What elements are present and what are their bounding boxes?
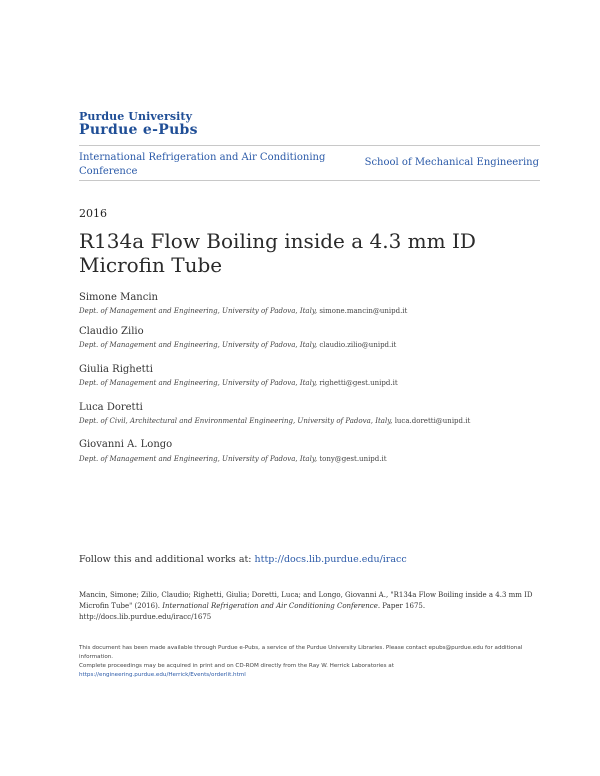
author-email[interactable]: righetti@gest.unipd.it: [319, 379, 398, 387]
author-name: Giovanni A. Longo: [79, 439, 173, 450]
author-name: Luca Doretti: [79, 402, 143, 413]
author-email[interactable]: luca.doretti@unipd.it: [394, 417, 471, 425]
repository-notice: [79, 644, 534, 680]
affiliation-text: Dept. of Management and Engineering, University of Padova, Italy,: [79, 341, 318, 349]
author-name: Simone Mancin: [79, 292, 158, 303]
citation-url[interactable]: http://docs.lib.purdue.edu/iracc/1675: [79, 613, 212, 621]
citation-venue: International Refrigeration and Air Conditioning Conference.: [162, 602, 381, 610]
affiliation-text: Dept. of Management and Engineering, University of Padova, Italy,: [79, 379, 318, 387]
header-divider-top: [79, 145, 540, 146]
author-affiliation: [79, 379, 398, 387]
university-name[interactable]: Purdue University: [79, 110, 193, 123]
citation-paper-number: Paper 1675.: [380, 602, 426, 610]
school-link[interactable]: School of Mechanical Engineering: [364, 157, 539, 168]
conference-link[interactable]: International Refrigeration and Air Conditioning Conference: [79, 152, 326, 177]
notice-proceedings-text: Complete proceedings may be acquired in print and on CD-ROM directly from the Ray W. Herrick Laboratories at: [79, 663, 394, 669]
author-name: Giulia Righetti: [79, 364, 153, 375]
follow-link[interactable]: http://docs.lib.purdue.edu/iracc: [254, 554, 407, 565]
header-divider-bottom: [79, 180, 540, 181]
notice-proceedings: [79, 662, 534, 680]
author-affiliation: [79, 417, 470, 425]
herrick-link[interactable]: https://engineering.purdue.edu/Herrick/Events/orderlit.html: [79, 672, 246, 678]
follow-text: Follow this and additional works at:: [79, 554, 255, 565]
affiliation-text: Dept. of Management and Engineering, University of Padova, Italy,: [79, 455, 318, 463]
recommended-citation: [79, 590, 534, 623]
author-affiliation: [79, 341, 396, 349]
citation-authors-title: Mancin, Simone; Zilio, Claudio; Righetti, Giulia; Doretti, Luca; and Longo, Giovanni A., "R134a Flow Boiling inside a 4.3 mm ID Microfin Tube" (2016).: [79, 591, 533, 610]
publication-year: 2016: [79, 207, 107, 220]
affiliation-text: Dept. of Civil, Architectural and Environmental Engineering, University of Padova, Italy,: [79, 417, 393, 425]
author-email[interactable]: simone.mancin@unipd.it: [319, 307, 408, 315]
paper-title: R134a Flow Boiling inside a 4.3 mm ID Microfin Tube: [79, 229, 476, 277]
follow-line: [79, 554, 407, 565]
notice-availability: This document has been made available through Purdue e-Pubs, a service of the Purdue University Libraries. Please contact epubs@purdue.edu for additional information.: [79, 645, 523, 660]
author-affiliation: [79, 455, 387, 463]
affiliation-text: Dept. of Management and Engineering, University of Padova, Italy,: [79, 307, 318, 315]
repository-name[interactable]: Purdue e-Pubs: [79, 122, 198, 138]
author-affiliation: [79, 307, 407, 315]
author-email[interactable]: claudio.zilio@unipd.it: [319, 341, 397, 349]
author-name: Claudio Zilio: [79, 326, 144, 337]
author-email[interactable]: tony@gest.unipd.it: [319, 455, 387, 463]
